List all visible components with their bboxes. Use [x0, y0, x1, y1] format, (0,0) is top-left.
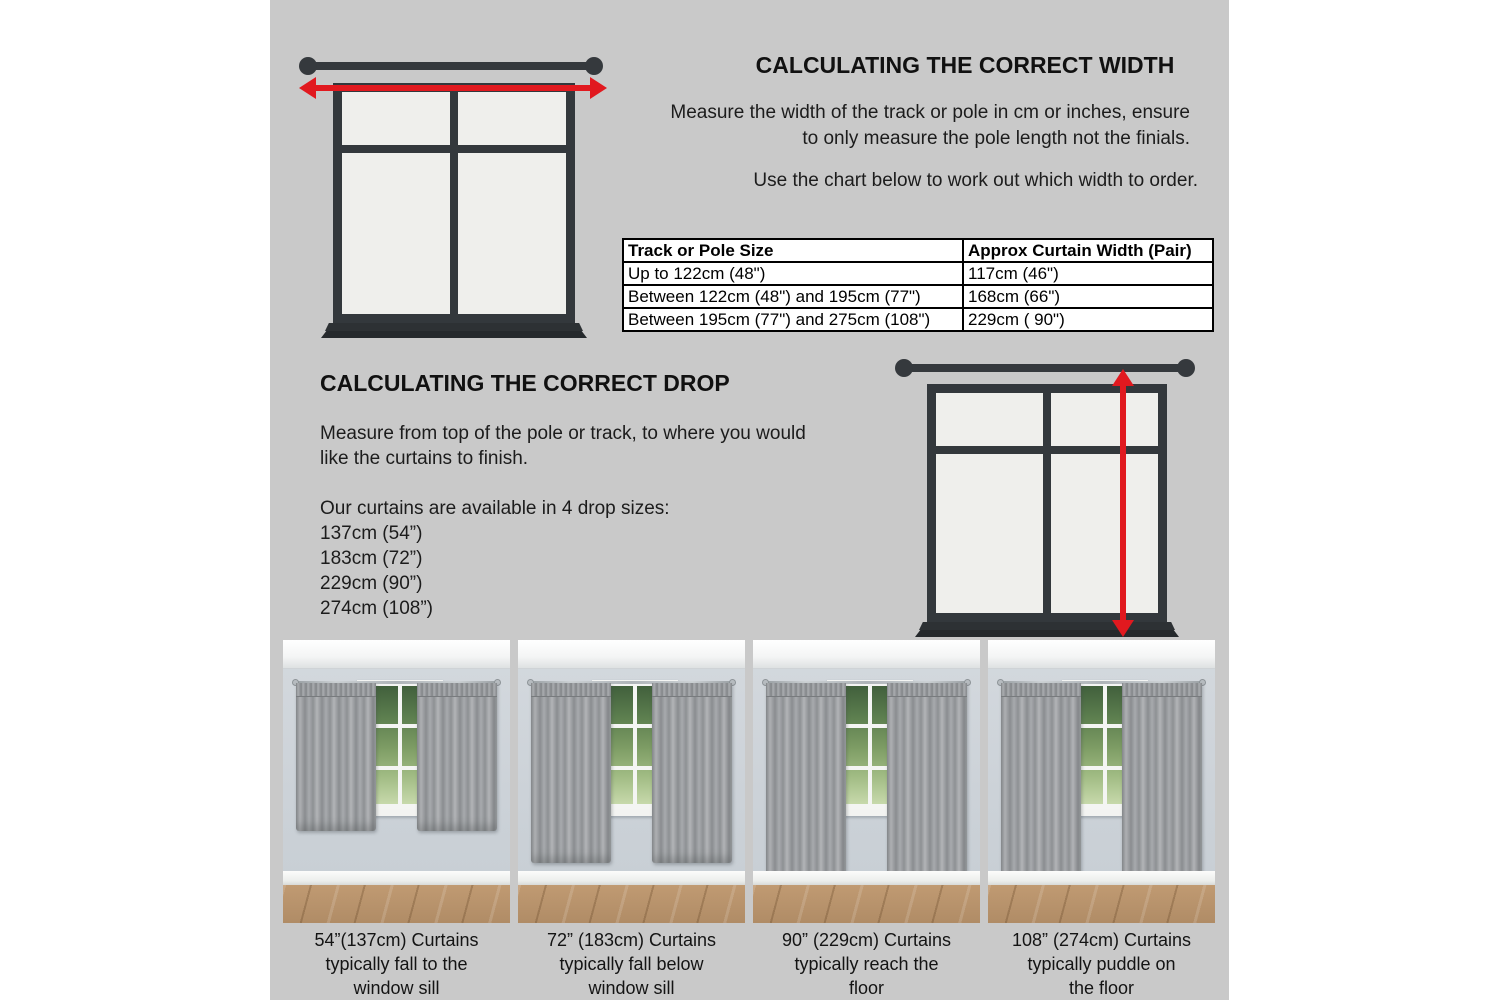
caption-line: 90” (229cm) Curtains	[781, 930, 952, 950]
photo-caption-108in	[988, 928, 1215, 1000]
caption-line: typically fall to the	[325, 954, 468, 974]
size-table-cell-track: Between 195cm (77") and 275cm (108")	[623, 308, 963, 331]
caption-line: window sill	[353, 978, 440, 998]
photo-curtain-left	[531, 683, 611, 863]
curtain-photo-72in	[518, 640, 745, 923]
photo-ceiling	[518, 640, 745, 669]
curtain-photo-54in	[283, 640, 510, 923]
photo-curtain-left	[296, 683, 376, 831]
width-measure-arrow-icon	[316, 85, 590, 91]
photo-ceiling	[753, 640, 980, 669]
size-table-cell-width: 229cm ( 90")	[963, 308, 1213, 331]
photo-floor	[988, 885, 1215, 923]
size-table-cell-width: 117cm (46")	[963, 262, 1213, 285]
drop-instructions	[320, 421, 806, 471]
drop-instructions-line2: like the curtains to finish.	[320, 448, 529, 469]
width-chart-note: Use the chart below to work out which width to order.	[753, 170, 1198, 191]
photo-ceiling	[283, 640, 510, 669]
drop-instructions-line1: Measure from top of the pole or track, to where you would	[320, 423, 806, 444]
drop-measure-arrow-icon	[1120, 386, 1126, 620]
photo-skirting	[988, 871, 1215, 885]
caption-line: floor	[848, 978, 884, 998]
caption-line: 72” (183cm) Curtains	[546, 930, 717, 950]
window-frame-illustration	[333, 83, 575, 323]
window-sill	[919, 622, 1175, 630]
window-sill-base	[915, 630, 1179, 637]
photo-floor	[283, 885, 510, 923]
caption-line: 54”(137cm) Curtains	[314, 930, 479, 950]
drop-size-item: 137cm (54”)	[320, 523, 423, 544]
photo-floor	[753, 885, 980, 923]
window-mullion-bar	[450, 92, 458, 314]
window-sill-base	[321, 331, 587, 338]
window-frame-illustration	[927, 384, 1167, 622]
caption-line: the floor	[1068, 978, 1135, 998]
drop-sizes-list	[320, 521, 433, 621]
size-table-row	[623, 262, 1213, 285]
size-table-cell-width: 168cm (66")	[963, 285, 1213, 308]
size-table	[622, 238, 1214, 332]
caption-line: 108” (274cm) Curtains	[1011, 930, 1192, 950]
photo-skirting	[518, 871, 745, 885]
width-instructions	[610, 100, 1190, 152]
size-table-cell-track: Between 122cm (48") and 195cm (77")	[623, 285, 963, 308]
photo-ceiling	[988, 640, 1215, 669]
size-table-row	[623, 308, 1213, 331]
drop-size-item: 229cm (90”)	[320, 573, 423, 594]
photo-caption-90in	[753, 928, 980, 1000]
window-mullion-bar	[1043, 393, 1051, 613]
photo-curtain-left	[766, 683, 846, 893]
photo-floor	[518, 885, 745, 923]
drop-size-item: 183cm (72”)	[320, 548, 423, 569]
size-table-cell-track: Up to 122cm (48")	[623, 262, 963, 285]
guide-panel	[270, 0, 1229, 1000]
width-instructions-line2: to only measure the pole length not the finials.	[802, 128, 1190, 149]
photo-curtain-right	[652, 683, 732, 863]
width-section-title: CALCULATING THE CORRECT WIDTH	[755, 52, 1175, 78]
caption-line: typically fall below	[559, 954, 704, 974]
photo-caption-72in	[518, 928, 745, 1000]
photo-window-mullion	[398, 686, 402, 804]
curtain-pole-icon	[306, 62, 596, 70]
size-table-header-width: Approx Curtain Width (Pair)	[963, 239, 1213, 262]
curtain-pole-icon	[902, 364, 1188, 372]
drop-sizes-intro: Our curtains are available in 4 drop sizes:	[320, 498, 670, 519]
width-instructions-line1: Measure the width of the track or pole in cm or inches, ensure	[670, 102, 1190, 123]
drop-size-item: 274cm (108”)	[320, 598, 433, 619]
window-sill	[325, 323, 583, 331]
photo-window-mullion	[868, 686, 872, 804]
size-table-row	[623, 285, 1213, 308]
photo-window-mullion	[633, 686, 637, 804]
curtain-photo-90in	[753, 640, 980, 923]
drop-section-title: CALCULATING THE CORRECT DROP	[320, 370, 730, 396]
curtain-photo-108in	[988, 640, 1215, 923]
photo-window-mullion	[1103, 686, 1107, 804]
photo-skirting	[753, 871, 980, 885]
size-table-header-row	[623, 239, 1213, 262]
photo-curtain-right	[417, 683, 497, 831]
caption-line: typically puddle on	[1027, 954, 1176, 974]
photo-curtain-right	[887, 683, 967, 893]
photo-caption-54in	[283, 928, 510, 1000]
caption-line: typically reach the	[794, 954, 939, 974]
photo-skirting	[283, 871, 510, 885]
caption-line: window sill	[588, 978, 675, 998]
size-table-header-track: Track or Pole Size	[623, 239, 963, 262]
